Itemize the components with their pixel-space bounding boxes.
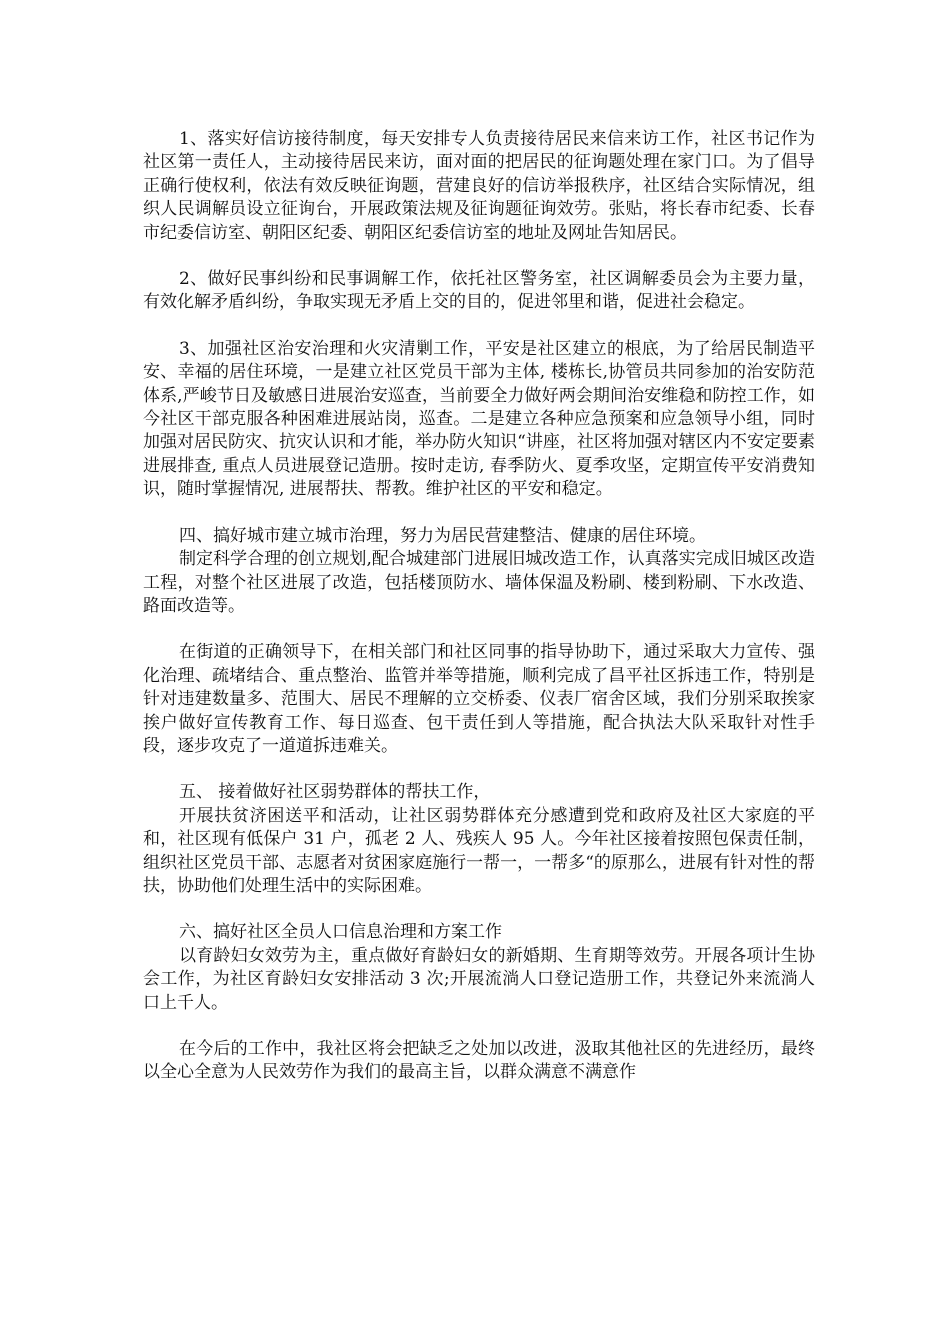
paragraph-future-work: 在今后的工作中，我社区将会把缺乏之处加以改进，汲取其他社区的先进经历，最终以全心全意为人民效劳作为我们的最高主旨，以群众满意不满意作 [143,1039,815,1083]
section-heading-vulnerable-groups: 五、 接着做好社区弱势群体的帮扶工作， [179,782,491,803]
paragraph-demolition: 在街道的正确领导下，在相关部门和社区同事的指导协助下，通过采取大力宣传、强化治理、疏堵结合、重点整治、监管并举等措施，顺利完成了昌平社区拆违工作，特别是针对违建数量多、范围大、居民不理解的立交桥委、仪表厂宿舍区域，我们分别采取挨家挨户做好宣传教育工作、每日巡查、包干责任到人等措施，配合执法大队采取针对性手段，逐步攻克了一道道拆违难关。 [143,642,815,756]
document-body [143,128,815,1085]
paragraph-urban-renovation: 制定科学合理的创立规划,配合城建部门进展旧城改造工作，认真落实完成旧城区改造工程，对整个社区进展了改造，包括楼顶防水、墙体保温及粉刷、楼到粉刷、下水改造、路面改造等。 [143,549,815,616]
paragraph-public-security: 3、加强社区治安治理和火灾清剿工作，平安是社区建立的根底，为了给居民制造平安、幸福的居住环境，一是建立社区党员干部为主体, 楼栋长,协管员共同参加的治安防范体系,严峻节日及敏感日进展治安巡查，当前要全力做好两会期间治安维稳和防控工作，如今社区干部克服各种困难进展站岗，巡查。二是建立各种应急预案和应急领导小组，同时加强对居民防灾、抗灾认识和才能，举办防火知识“讲座，社区将加强对辖区内不安定要素进展排查, 重点人员进展登记造册。按时走访, 春季防火、夏季攻坚，定期宣传平安消费知识，随时掌握情况, 进展帮扶、帮教。维护社区的平安和稳定。 [143,338,815,500]
paragraph-gap [143,1015,815,1038]
paragraph-civil-mediation: 2、做好民事纠纷和民事调解工作，依托社区警务室，社区调解委员会为主要力量，有效化解矛盾纠纷，争取实现无矛盾上交的目的，促进邻里和谐，促进社会稳定。 [143,269,815,313]
paragraph-gap [143,758,815,781]
paragraph-gap [143,618,815,641]
paragraph-gap [143,502,815,525]
section-heading-population-info: 六、搞好社区全员人口信息治理和方案工作 [179,922,502,943]
paragraph-gap [143,245,815,268]
paragraph-gap [143,898,815,921]
paragraph-letters-visits: 1、落实好信访接待制度，每天安排专人负责接待居民来信来访工作，社区书记作为社区第一责任人，主动接待居民来访，面对面的把居民的征询题处理在家门口。为了倡导正确行使权利，依法有效反映征询题，营建良好的信访举报秩序，社区结合实际情况，组织人民调解员设立征询台，开展政策法规及征询题征询效劳。张贴，将长春市纪委、长春市纪委信访室、朝阳区纪委、朝阳区纪委信访室的地址及网址告知居民。 [143,129,815,243]
paragraph-gap [143,315,815,338]
paragraph-family-planning: 以育龄妇女效劳为主，重点做好育龄妇女的新婚期、生育期等效劳。开展各项计生协会工作，为社区育龄妇女安排活动 3 次;开展流淌人口登记造册工作，共登记外来流淌人口上千人。 [143,945,815,1013]
section-heading-city-governance: 四、搞好城市建立城市治理，努力为居民营建整洁、健康的居住环境。 [179,525,706,546]
paragraph-poverty-relief: 开展扶贫济困送平和活动，让社区弱势群体充分感遭到党和政府及社区大家庭的平和，社区现有低保户 31 户，孤老 2 人、残疾人 95 人。今年社区接着按照包保责任制，组织社区党员干部、志愿者对贫困家庭施行一帮一，一帮多“的原那么，进展有针对性的帮扶，协助他们处理生活中的实际困难。 [143,805,815,896]
